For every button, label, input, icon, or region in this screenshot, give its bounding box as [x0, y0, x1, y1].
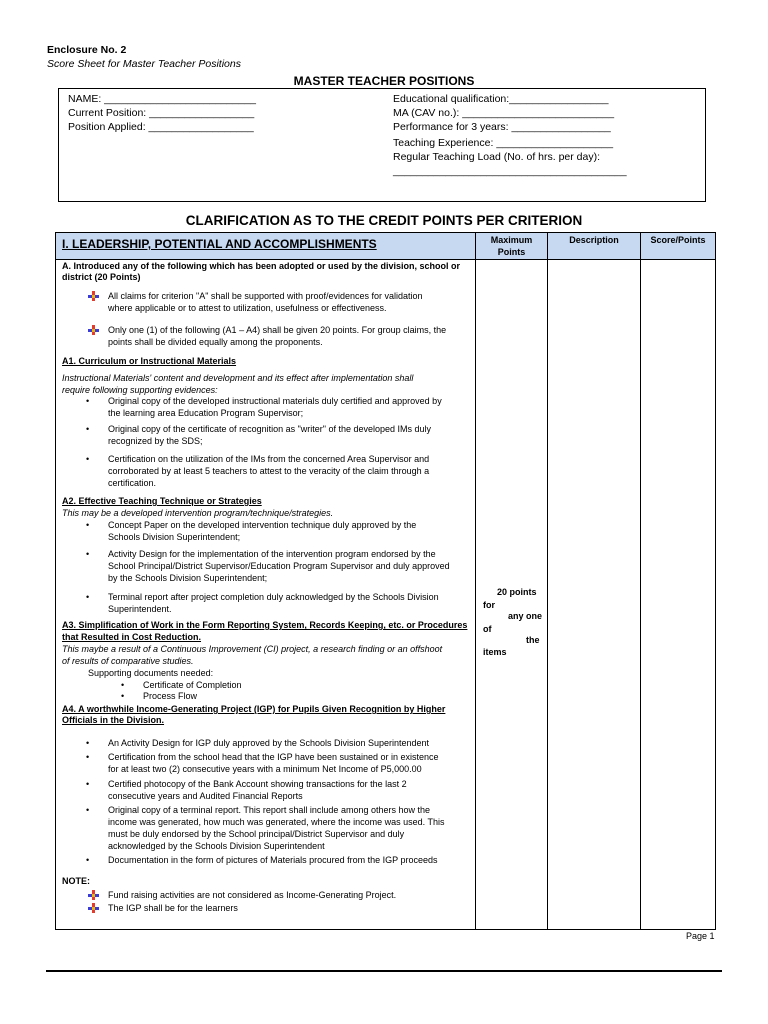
performance-field: Performance for 3 years: _________________ [393, 121, 611, 133]
claim-note: Only one (1) of the following (A1 – A4) shall be given 20 points. For group claims, the points shall be divided equally among the proponents. [108, 324, 446, 348]
a4-heading: Officials in the Division. [62, 715, 165, 725]
a2-heading: A2. Effective Teaching Technique or Strategies [62, 496, 262, 506]
a1-intro: require following supporting evidences: [62, 385, 218, 395]
note-item: The IGP shall be for the learners [108, 902, 238, 914]
a3-heading: that Resulted in Cost Reduction. [62, 632, 202, 642]
list-item: • Original copy of a terminal report. This report shall include among others how the income was generated, how much was generated, where the income was used. This must be duly endorsed by the School principal/District Supervisor and duly acknowledged by the Schools Division Superintendent [108, 804, 445, 852]
list-item: • Original copy of the certificate of recognition as "writer" of the developed IMs duly recognized by the SDS; [108, 423, 431, 447]
max-points-text: for [483, 600, 495, 610]
max-points-text: any one [508, 611, 543, 621]
section-heading: I. LEADERSHIP, POTENTIAL AND ACCOMPLISHMENTS [62, 237, 377, 251]
list-item: • Certified photocopy of the Bank Account showing transactions for the last 2 consecutive years and Audited Financial Reports [108, 778, 407, 802]
criterion-a-heading: district (20 Points) [62, 272, 141, 282]
list-item: • Process Flow [143, 690, 197, 702]
criteria-table [55, 232, 716, 930]
score-header: Score/Points [650, 235, 706, 245]
footer-rule [46, 970, 722, 972]
list-item: • Terminal report after project completion duly acknowledged by the Schools Division Superintendent. [108, 591, 439, 615]
arrow-bullet-icon [88, 890, 100, 900]
note-label: NOTE: [62, 876, 90, 886]
list-item: • Activity Design for the implementation of the intervention program endorsed by the School Principal/District Supervisor/Education Program Supervisor and duly approved by the Schools Division Superintendent; [108, 548, 450, 584]
list-item: • Certification from the school head that the IGP have been sustained or in existence for at least two (2) consecutive years with a minimum Net Income of P5,000.00 [108, 751, 439, 775]
name-field: NAME: __________________________ [68, 93, 257, 105]
a3-intro: of results of comparative studies. [62, 656, 194, 666]
criterion-a-heading: A. Introduced any of the following which has been adopted or used by the division, school or [62, 261, 461, 271]
arrow-bullet-icon [88, 903, 100, 913]
a3-support-label: Supporting documents needed: [88, 668, 214, 678]
teaching-experience-field: Teaching Experience: ____________________ [393, 137, 614, 149]
max-points-text: the [526, 635, 540, 645]
max-points-header-1: Maximum [490, 235, 533, 245]
teaching-load-blank: ________________________________________ [393, 165, 627, 177]
position-applied-field: Position Applied: __________________ [68, 121, 254, 133]
description-header: Description [569, 235, 619, 245]
a4-heading: A4. A worthwhile Income-Generating Project (IGP) for Pupils Given Recognition by Higher [62, 704, 446, 714]
max-points-text: 20 points [497, 587, 537, 597]
list-item: • Documentation in the form of pictures of Materials procured from the IGP proceeds [108, 854, 438, 866]
teaching-load-field: Regular Teaching Load (No. of hrs. per day): [393, 151, 601, 163]
page-number: Page 1 [686, 931, 715, 941]
arrow-bullet-icon [88, 325, 100, 335]
clarification-title: CLARIFICATION AS TO THE CREDIT POINTS PER CRITERION [185, 213, 583, 228]
arrow-bullet-icon [88, 291, 100, 301]
max-points-header-2: Points [497, 247, 526, 257]
a3-heading: A3. Simplification of Work in the Form Reporting System, Records Keeping, etc. or Procedures [62, 620, 468, 630]
enclosure-label: Enclosure No. 2 [47, 44, 127, 56]
a1-heading: A1. Curriculum or Instructional Materials [62, 356, 237, 366]
list-item: • An Activity Design for IGP duly approved by the Schools Division Superintendent [108, 737, 429, 749]
list-item: • Concept Paper on the developed intervention technique duly approved by the Schools Division Superintendent; [108, 519, 416, 543]
list-item: • Certificate of Completion [143, 679, 242, 691]
document-subtitle: Score Sheet for Master Teacher Positions [47, 58, 241, 70]
a1-intro: Instructional Materials' content and development and its effect after implementation shall [62, 373, 414, 383]
claim-note: All claims for criterion "A" shall be supported with proof/evidences for validation where applicable or to attest to utilization, usefulness or effectiveness. [108, 290, 423, 314]
ma-cav-field: MA (CAV no.): __________________________ [393, 107, 615, 119]
form-title: MASTER TEACHER POSITIONS [293, 74, 475, 88]
current-position-field: Current Position: __________________ [68, 107, 255, 119]
max-points-text: items [483, 647, 507, 657]
list-item: • Certification on the utilization of the IMs from the concerned Area Supervisor and corroborated by at least 5 teachers to attest to the veracity of the claim through a certification. [108, 453, 429, 489]
a2-intro: This may be a developed intervention program/technique/strategies. [62, 508, 334, 518]
educational-qualification-field: Educational qualification:_________________ [393, 93, 609, 105]
list-item: • Original copy of the developed instructional materials duly certified and approved by the learning area Education Program Supervisor; [108, 395, 442, 419]
note-item: Fund raising activities are not considered as Income-Generating Project. [108, 889, 396, 901]
applicant-info-box [58, 88, 706, 202]
max-points-text: of [483, 624, 492, 634]
a3-intro: This maybe a result of a Continuous Improvement (CI) project, a research finding or an offshoot [62, 644, 443, 654]
